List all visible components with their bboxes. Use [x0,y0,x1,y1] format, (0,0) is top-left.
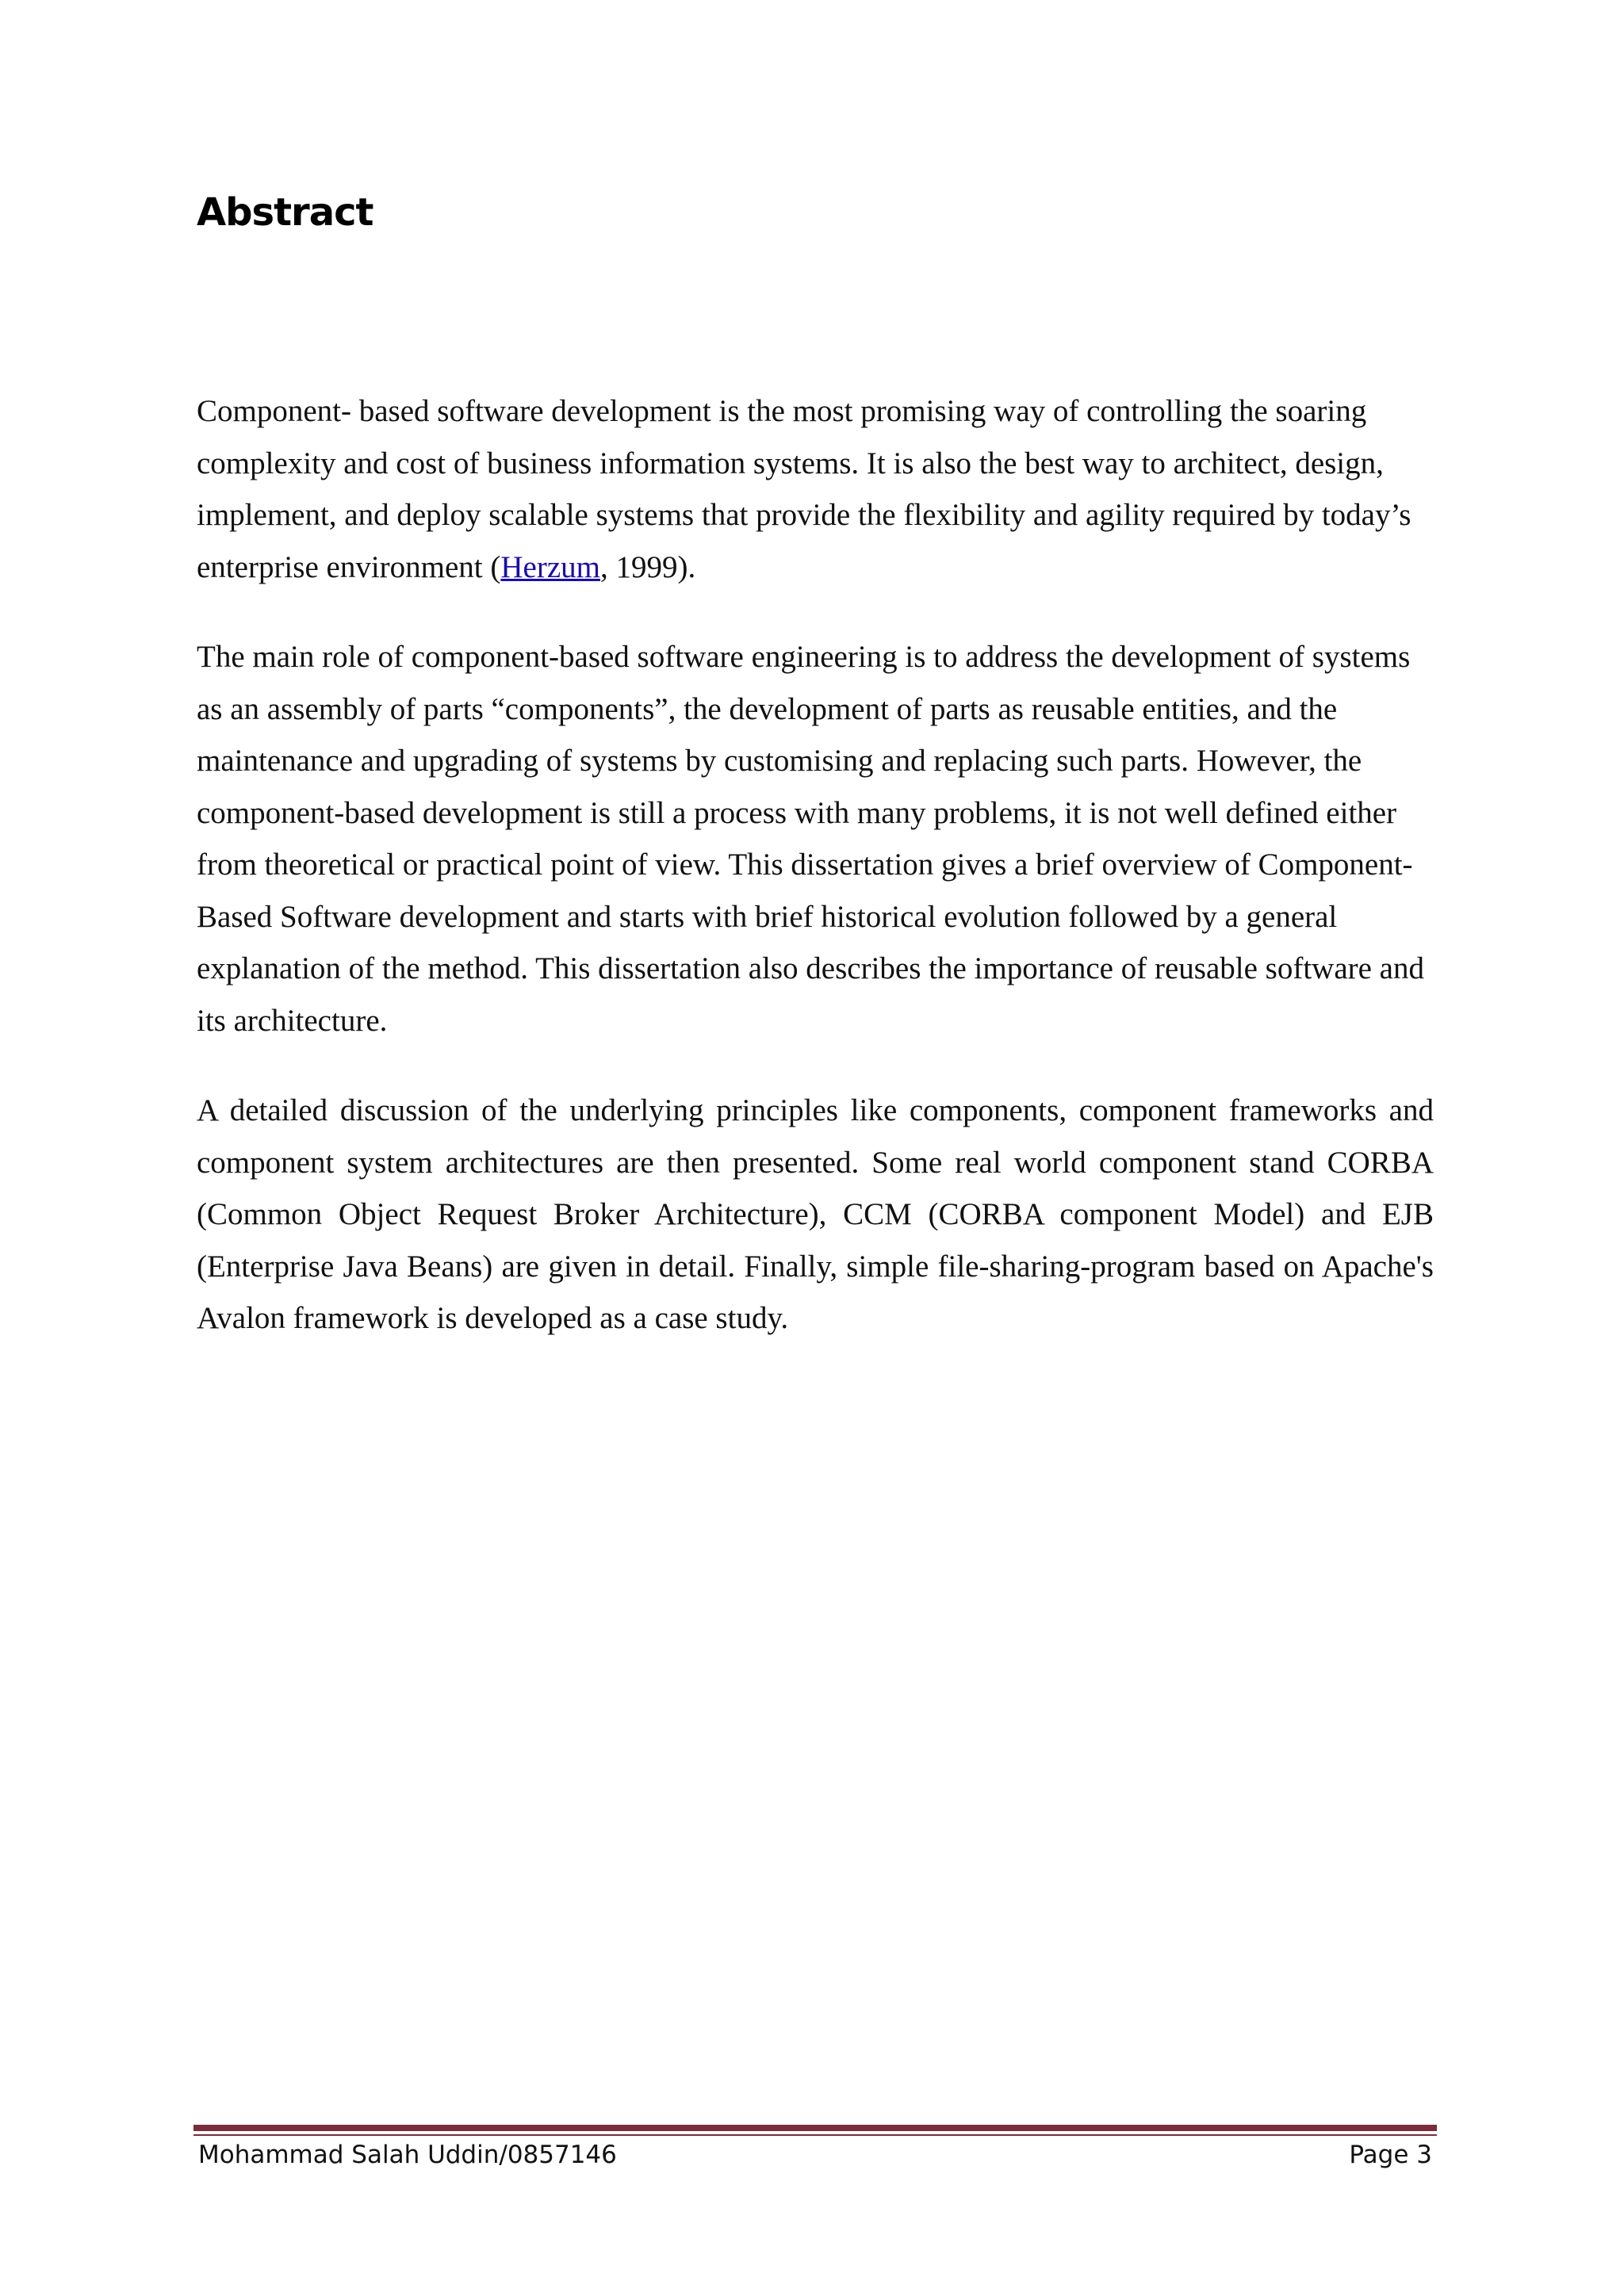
footer-page-number: Page 3 [1349,2141,1432,2169]
abstract-paragraph-1 [197,385,1434,593]
abstract-paragraph-3: A detailed discussion of the underlying principles like components, component frameworks and component system architectures are then presented. Some real world component stand CORBA (Common Object Request Broker Architecture), CCM (CORBA component Model) and EJB (Enterprise Java Beans) are given in detail. Finally, simple file-sharing-program based on Apache's Avalon framework is developed as a case study. [197,1093,1434,1335]
page-title: Abstract [197,190,373,235]
paragraph-1-text: Component- based software development is the most promising way of controlling the soaring complexity and cost of business information systems. It is also the best way to architect, design, implement, and deploy scalable systems that provide the flexibility and agility required by today’s enterprise environment ( [197,394,1411,584]
footer-rule-thick [193,2125,1437,2131]
citation-link-herzum[interactable]: Herzum [500,549,600,584]
footer-rule-thin [193,2134,1437,2136]
paragraph-1-citation-year: , 1999). [599,549,696,584]
page-footer [198,2141,1432,2169]
abstract-body [197,385,1434,1383]
abstract-paragraph-2: The main role of component-based software engineering is to address the development of systems as an assembly of parts “components”, the development of parts as reusable entities, and the maintenance and upgrading of systems by customising and replacing such parts. However, the component-based development is still a process with many problems, it is not well defined either from theoretical or practical point of view. This dissertation gives a brief overview of Component-Based Software development and starts with brief historical evolution followed by a general explanation of the method. This dissertation also describes the importance of reusable software and its architecture. [197,640,1424,1038]
footer-author: Mohammad Salah Uddin/0857146 [198,2141,617,2169]
